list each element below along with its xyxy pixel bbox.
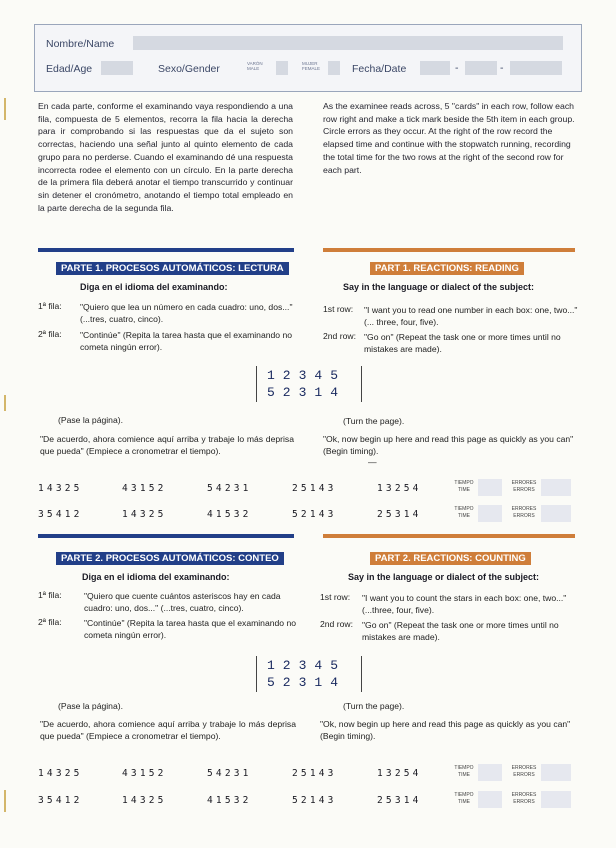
- part1-row1-group[interactable]: 13254: [377, 483, 422, 494]
- part1-row2-group[interactable]: 41532: [207, 509, 252, 520]
- part2-turn-es: (Pase la página).: [58, 701, 123, 711]
- part1-row2-group[interactable]: 14325: [122, 509, 167, 520]
- sex-checkbox-male[interactable]: [276, 61, 288, 75]
- part1-row2-label-en: 2nd row:: [323, 331, 356, 341]
- sex-option-male: VARÓN MALE: [247, 61, 263, 71]
- part2-rule-left: [38, 534, 294, 538]
- date-separator: -: [500, 62, 504, 74]
- part1-title-es: PARTE 1. PROCESOS AUTOMÁTICOS: LECTURA: [56, 262, 289, 275]
- part1-row2-text-en: "Go on" (Repeat the task one or more times until no mistakes are made).: [364, 332, 561, 355]
- part2-row2-group[interactable]: 35412: [38, 795, 83, 806]
- part1-demo-row2: 52314: [267, 385, 347, 400]
- part2-instruction-en: "Ok, now begin up here and read this page as quickly as you can" (Begin timing).: [320, 719, 571, 742]
- part1-rule-left: [38, 248, 294, 252]
- part1-row1-group[interactable]: 54231: [207, 483, 252, 494]
- part1-say-es: Diga en el idioma del examinando:: [80, 282, 228, 292]
- part2-row1-group[interactable]: 54231: [207, 768, 252, 779]
- date-month-field[interactable]: [465, 61, 497, 75]
- intro-spanish: En cada parte, conforme el examinando vaya respondiendo a una fila, compuesta de 5 elementos, recorra la fila hacia la derecha para ir comprobando si las respuestas que da el sujeto son correctas, haciendo una señal junto al quinto elemento de cada grupo para no perderse. Cuando el examinando dé una respuesta incorrecta rodee el elemento con un círculo. En la parte derecha de la primera fila deberá anotar el tiempo transcurrido y continuar sin detener el cronómetro, anotando el tiempo total empleado en la parte derecha de la segunda fila.: [38, 101, 293, 213]
- part1-row2-errors-box[interactable]: [541, 505, 571, 522]
- part2-row2-text-es: "Continúe" (Repita la tarea hasta que el examinando no cometa ningún error).: [84, 618, 297, 641]
- part2-row1-time-label: TIEMPO TIME: [454, 765, 474, 778]
- part2-row1-label-en: 1st row:: [320, 592, 351, 602]
- part1-row1-label-es: 1ª fila:: [38, 301, 62, 311]
- part2-row2-time-label: TIEMPO TIME: [454, 792, 474, 805]
- part1-dash: —: [368, 457, 377, 467]
- part2-row2-group[interactable]: 25314: [377, 795, 422, 806]
- part1-row2-time-label: TIEMPO TIME: [454, 506, 474, 519]
- part2-row1-text-en: "I want you to count the stars in each box: one, two..." (...three, four, five).: [362, 593, 567, 616]
- part2-row2-group[interactable]: 52143: [292, 795, 337, 806]
- part2-row1-errors-label: ERRORES ERRORS: [511, 765, 537, 778]
- name-label: Nombre/Name: [46, 38, 115, 50]
- part2-row1-label-es: 1ª fila:: [38, 590, 62, 600]
- part2-demo-row1: 12345: [267, 658, 347, 673]
- part1-row1-errors-label: ERRORES ERRORS: [511, 480, 537, 493]
- part2-row1-group[interactable]: 13254: [377, 768, 422, 779]
- part1-title-en: PART 1. REACTIONS: READING: [370, 262, 524, 275]
- age-field[interactable]: [101, 61, 133, 75]
- part1-demo-row1: 12345: [267, 368, 347, 383]
- part1-row1-group[interactable]: 14325: [38, 483, 83, 494]
- part2-row1-group[interactable]: 43152: [122, 768, 167, 779]
- part2-row2-group[interactable]: 41532: [207, 795, 252, 806]
- part1-row1-time-label: TIEMPO TIME: [454, 480, 474, 493]
- part2-row2-errors-label: ERRORES ERRORS: [511, 792, 537, 805]
- part2-say-es: Diga en el idioma del examinando:: [82, 572, 230, 582]
- part2-row2-errors-box[interactable]: [541, 791, 571, 808]
- part2-row1-group[interactable]: 14325: [38, 768, 83, 779]
- part2-row2-label-en: 2nd row:: [320, 619, 353, 629]
- part1-rule-right: [323, 248, 575, 252]
- header-form: [34, 24, 582, 92]
- part1-row1-group[interactable]: 25143: [292, 483, 337, 494]
- part1-say-en: Say in the language or dialect of the subject:: [343, 282, 535, 292]
- part2-row1-errors-box[interactable]: [541, 764, 571, 781]
- sex-option-female: MUJER FEMALE: [302, 61, 321, 71]
- part2-instruction-es: "De acuerdo, ahora comience aquí arriba y trabaje lo más deprisa que pueda" (Empiece a cronometrar el tiempo).: [40, 719, 296, 742]
- part1-row2-group[interactable]: 35412: [38, 509, 83, 520]
- part1-row2-group[interactable]: 52143: [292, 509, 337, 520]
- page-edge-mark-1: [4, 98, 6, 120]
- part1-row1-group[interactable]: 43152: [122, 483, 167, 494]
- part2-row2-text-en: "Go on" (Repeat the task one or more times until no mistakes are made).: [362, 620, 559, 643]
- part2-title-es: PARTE 2. PROCESOS AUTOMÁTICOS: CONTEO: [56, 552, 284, 565]
- part1-row2-errors-label: ERRORES ERRORS: [511, 506, 537, 519]
- part2-row2-label-es: 2ª fila:: [38, 617, 62, 627]
- part1-row1-time-box[interactable]: [478, 479, 502, 496]
- part1-row2-label-es: 2ª fila:: [38, 329, 62, 339]
- part2-turn-en: (Turn the page).: [343, 701, 405, 711]
- part2-row1-group[interactable]: 25143: [292, 768, 337, 779]
- part2-row1-text-es: "Quiero que cuente cuántos asteriscos hay en cada cuadro: uno, dos..." (...tres, cuatro, cinco).: [84, 591, 281, 614]
- sex-checkbox-female[interactable]: [328, 61, 340, 75]
- part1-row2-group[interactable]: 25314: [377, 509, 422, 520]
- part2-row2-group[interactable]: 14325: [122, 795, 167, 806]
- date-day-field[interactable]: [420, 61, 450, 75]
- intro-english: As the examinee reads across, 5 "cards" in each row, follow each row right and make a tick mark beside the 5th item in each group. Circle errors as they occur. At the right of the row record the elapsed time and continue with the stopwatch running, recording the total time for the two rows at the right of the second row for each part.: [323, 101, 575, 175]
- page-edge-mark-3: [4, 790, 6, 812]
- date-separator: -: [455, 62, 459, 74]
- part1-turn-en: (Turn the page).: [343, 416, 405, 426]
- part1-instruction-es: "De acuerdo, ahora comience aquí arriba y trabaje lo más deprisa que pueda" (Empiece a cronometrar el tiempo).: [40, 434, 294, 457]
- part2-title-en: PART 2. REACTIONS: COUNTING: [370, 552, 531, 565]
- part2-row2-time-box[interactable]: [478, 791, 502, 808]
- part1-instruction-en: "Ok, now begin up here and read this page as quickly as you can" (Begin timing).: [323, 434, 574, 457]
- part1-row1-label-en: 1st row:: [323, 304, 354, 314]
- part2-rule-right: [323, 534, 575, 538]
- age-label: Edad/Age: [46, 63, 93, 75]
- part1-turn-es: (Pase la página).: [58, 415, 123, 425]
- part1-row1-text-es: "Quiero que lea un número en cada cuadro: uno, dos..." (...tres, cuatro, cinco).: [80, 302, 293, 325]
- date-year-field[interactable]: [510, 61, 562, 75]
- sex-label: Sexo/Gender: [158, 63, 220, 75]
- name-field[interactable]: [133, 36, 563, 50]
- part1-row2-text-es: "Continúe" (Repita la tarea hasta que el examinando no cometa ningún error).: [80, 330, 293, 353]
- part2-say-en: Say in the language or dialect of the subject:: [348, 572, 540, 582]
- date-label: Fecha/Date: [352, 63, 407, 75]
- part2-row1-time-box[interactable]: [478, 764, 502, 781]
- part1-row2-time-box[interactable]: [478, 505, 502, 522]
- part1-row1-errors-box[interactable]: [541, 479, 571, 496]
- part1-row1-text-en: "I want you to read one number in each box: one, two..." (... three, four, five).: [364, 305, 578, 328]
- part2-demo-row2: 52314: [267, 675, 347, 690]
- page-edge-mark-2: [4, 395, 6, 411]
